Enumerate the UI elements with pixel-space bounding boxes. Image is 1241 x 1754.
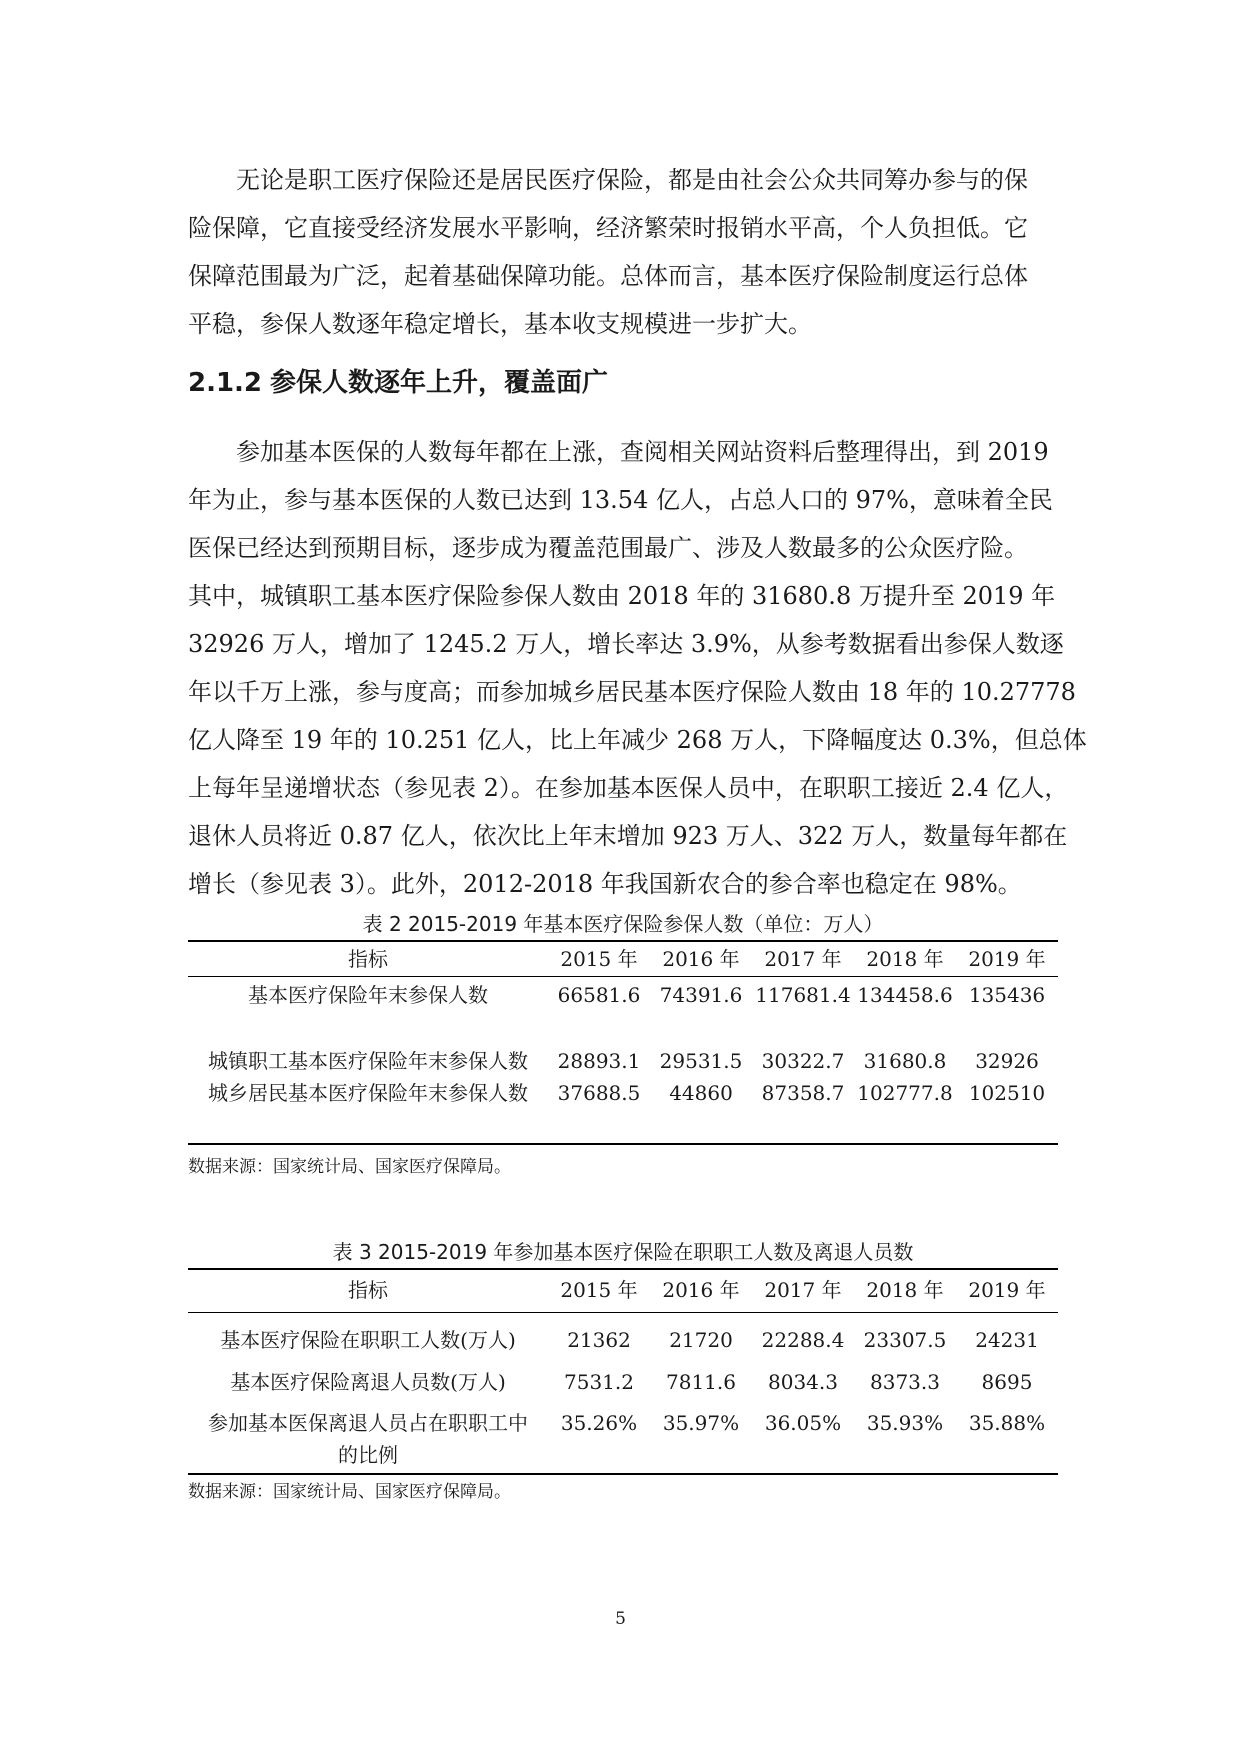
table-cell: 102777.8: [854, 1077, 956, 1144]
paragraph-line: 亿人降至 19 年的 10.251 亿人，比上年减少 268 万人，下降幅度达 0.3%，但总体: [188, 726, 1087, 754]
table-cell: 7811.6: [666, 1370, 736, 1394]
table-cell: 23307.5: [863, 1328, 947, 1352]
paragraph-line: 退休人员将近 0.87 亿人，依次比上年末增加 923 万人、322 万人，数量每年都在: [188, 822, 1068, 850]
column-header: 2019 年: [956, 941, 1058, 977]
table-header-row: [188, 941, 1058, 977]
paragraph-line: 年为止，参与基本医保的人数已达到 13.54 亿人，占总人口的 97%，意味着全民: [188, 486, 1053, 514]
row-label: 城乡居民基本医疗保险年末参保人数: [188, 1077, 548, 1144]
column-header: 2016 年: [650, 1269, 752, 1313]
column-header: 2017 年: [752, 941, 854, 977]
column-header: 2018 年: [854, 941, 956, 977]
column-header: 2017 年: [752, 1269, 854, 1313]
table-cell: 35.88%: [956, 1403, 1058, 1474]
paragraph-line: 32926 万人，增加了 1245.2 万人，增长率达 3.9%，从参考数据看出参保人数逐: [188, 630, 1064, 658]
paragraph-line: 无论是职工医疗保险还是居民医疗保险，都是由社会公众共同筹办参与的保: [236, 166, 1028, 194]
paragraph-line: 险保障，它直接受经济发展水平影响，经济繁荣时报销水平高，个人负担低。它: [188, 214, 1028, 242]
column-header: 2015 年: [548, 941, 650, 977]
paragraph-line: 增长（参见表 3）。此外，2012-2018 年我国新农合的参合率也稳定在 98%。: [188, 870, 1022, 898]
column-header: 2018 年: [854, 1269, 956, 1313]
row-label: 城镇职工基本医疗保险年末参保人数: [208, 1049, 528, 1073]
table-cell: 8034.3: [768, 1370, 838, 1394]
row-label: 基本医疗保险在职职工人数(万人): [220, 1328, 516, 1352]
body-paragraph: [188, 428, 1087, 908]
table-cell: 44860: [650, 1077, 752, 1144]
section-title: 参保人数逐年上升，覆盖面广: [270, 368, 609, 398]
table-cell: 117681.4: [755, 983, 851, 1007]
row-label: 基本医疗保险离退人员数(万人): [230, 1370, 506, 1394]
table2-source-note: 数据来源：国家统计局、国家医疗保障局。: [188, 1157, 511, 1177]
table-cell: 31680.8: [863, 1049, 947, 1073]
table-cell: 8373.3: [870, 1370, 940, 1394]
table-header-row: [188, 1269, 1058, 1313]
paragraph-line: 其中，城镇职工基本医疗保险参保人数由 2018 年的 31680.8 万提升至 2019 年: [188, 582, 1056, 610]
table-row: [188, 1077, 1058, 1144]
column-header: 2015 年: [548, 1269, 650, 1313]
table3-source-note: 数据来源：国家统计局、国家医疗保障局。: [188, 1482, 511, 1502]
column-header: 指标: [188, 941, 548, 977]
table-cell: 134458.6: [857, 983, 953, 1007]
table-cell: 7531.2: [564, 1370, 634, 1394]
table-cell: 8695: [981, 1370, 1033, 1394]
table-cell: 135436: [968, 983, 1046, 1007]
table2: [188, 940, 1058, 1145]
paragraph-line: 保障范围最为广泛，起着基础保障功能。总体而言，基本医疗保险制度运行总体: [188, 262, 1028, 290]
section-number: 2.1.2: [188, 368, 263, 398]
paragraph-line: 年以千万上涨，参与度高；而参加城乡居民基本医疗保险人数由 18 年的 10.27778: [188, 678, 1076, 706]
table2-caption: 表 2 2015-2019 年基本医疗保险参保人数（单位：万人）: [362, 912, 884, 936]
paragraph-line: 平稳，参保人数逐年稳定增长，基本收支规模进一步扩大。: [188, 310, 812, 338]
table-cell: 35.97%: [650, 1403, 752, 1474]
paragraph-line: 医保已经达到预期目标，逐步成为覆盖范围最广、涉及人数最多的公众医疗险。: [188, 534, 1028, 562]
table-cell: 35.93%: [854, 1403, 956, 1474]
table-cell: 29531.5: [659, 1049, 743, 1073]
table-cell: 37688.5: [548, 1077, 650, 1144]
table-row: [188, 1361, 1058, 1403]
table-cell: 35.26%: [548, 1403, 650, 1474]
table-cell: 74391.6: [659, 983, 743, 1007]
table-cell: 36.05%: [752, 1403, 854, 1474]
table-row: [188, 977, 1058, 1046]
intro-paragraph: [188, 156, 1061, 348]
table-cell: 21362: [567, 1328, 631, 1352]
table-row: [188, 1045, 1058, 1077]
paragraph-line: 参加基本医保的人数每年都在上涨，查阅相关网站资料后整理得出，到 2019: [236, 438, 1049, 466]
row-label: 参加基本医保离退人员占在职职工中的比例: [188, 1403, 548, 1474]
table-row: [188, 1313, 1058, 1362]
table-cell: 102510: [956, 1077, 1058, 1144]
table-row: [188, 1403, 1058, 1474]
table-cell: 24231: [975, 1328, 1039, 1352]
section-heading: [188, 363, 608, 403]
page-number: 5: [615, 1609, 626, 1629]
table-cell: 30322.7: [761, 1049, 845, 1073]
column-header: 指标: [188, 1269, 548, 1313]
column-header: 2019 年: [956, 1269, 1058, 1313]
table3-caption: 表 3 2015-2019 年参加基本医疗保险在职职工人数及离退人员数: [332, 1240, 914, 1264]
paragraph-line: 上每年呈递增状态（参见表 2）。在参加基本医保人员中，在职职工接近 2.4 亿人，: [188, 774, 1069, 802]
column-header: 2016 年: [650, 941, 752, 977]
table-cell: 66581.6: [557, 983, 641, 1007]
table-cell: 22288.4: [761, 1328, 845, 1352]
table3: [188, 1268, 1058, 1475]
table-cell: 28893.1: [557, 1049, 641, 1073]
row-label: 基本医疗保险年末参保人数: [248, 983, 488, 1007]
table-cell: 21720: [669, 1328, 733, 1352]
table-cell: 87358.7: [752, 1077, 854, 1144]
table-cell: 32926: [975, 1049, 1039, 1073]
